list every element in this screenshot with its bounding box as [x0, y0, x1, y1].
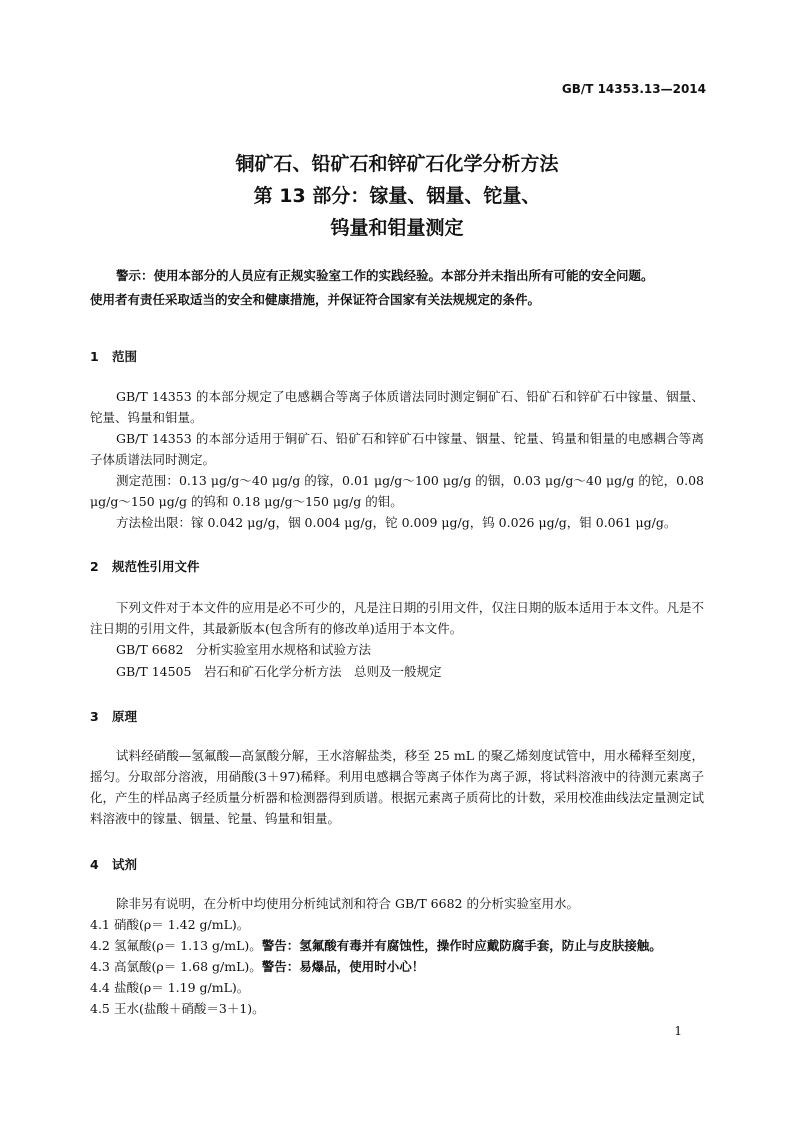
- item-number: 4.2: [90, 938, 110, 953]
- section-3-body: [90, 745, 704, 829]
- warning-line-1: 警示：使用本部分的人员应有正规实验室工作的实践经验。本部分并未指出所有可能的安全问题。: [116, 268, 654, 283]
- item-text: 王水(盐酸＋硝酸＝3＋1)。: [114, 1001, 265, 1016]
- section-3-heading: [90, 707, 137, 725]
- section-2-body: [90, 597, 704, 639]
- reagent-item: [90, 998, 265, 1019]
- reagent-item: [90, 956, 424, 977]
- section-number: 2: [90, 559, 99, 574]
- section-title: 试剂: [112, 857, 138, 872]
- standard-code: GB/T 14353.13—2014: [561, 82, 706, 96]
- reagent-item: [90, 914, 249, 935]
- reagent-item: [90, 977, 249, 998]
- item-number: 4.1: [90, 917, 110, 932]
- reference-item: GB/T 6682 分析实验室用水规格和试验方法: [116, 642, 372, 657]
- section-number: 4: [90, 857, 99, 872]
- section-4-heading: [90, 855, 137, 873]
- item-number: 4.3: [90, 959, 110, 974]
- paragraph: GB/T 14353 的本部分规定了电感耦合等离子体质谱法同时测定铜矿石、铅矿石和锌矿石中镓量、铟量、铊量、钨量和钼量。: [90, 389, 704, 425]
- section-title: 范围: [112, 349, 138, 364]
- item-text: 硝酸(ρ＝ 1.42 g/mL)。: [114, 917, 250, 932]
- item-warning: 警告：易爆品，使用时小心！: [261, 959, 425, 974]
- section-4-body: [90, 893, 704, 914]
- paragraph: 方法检出限：镓 0.042 μg/g，铟 0.004 μg/g，铊 0.009 μg/g，钨 0.026 μg/g，钼 0.061 μg/g。: [116, 515, 677, 530]
- title-line-1: 铜矿石、铅矿石和锌矿石化学分析方法: [235, 153, 559, 175]
- section-1-body: [90, 386, 704, 533]
- title-line-2: 第 13 部分：镓量、铟量、铊量、: [253, 185, 541, 207]
- section-1-heading: [90, 347, 137, 365]
- title-line-3: 钨量和钼量测定: [330, 217, 464, 239]
- page-number: 1: [674, 1024, 682, 1038]
- paragraph: 测定范围：0.13 μg/g～40 μg/g 的镓，0.01 μg/g～100 μg/g 的铟，0.03 μg/g～40 μg/g 的铊，0.08 μg/g～150 μg/g 的钨和 0.18 μg/g～150 μg/g 的钼。: [90, 473, 704, 509]
- paragraph: 试料经硝酸—氢氟酸—高氯酸分解，王水溶解盐类，移至 25 mL 的聚乙烯刻度试管中，用水稀释至刻度，摇匀。分取部分溶液，用硝酸(3＋97)稀释。利用电感耦合等离子体作为离子源，将试料溶液中的待测元素离子化，产生的样品离子经质量分析器和检测器得到质谱。根据元素离子质荷比的计数，采用校准曲线法定量测定试料溶液中的镓量、铟量、铊量、钨量和钼量。: [90, 748, 704, 826]
- reference-item: GB/T 14505 岩石和矿石化学分析方法 总则及一般规定: [116, 664, 442, 679]
- item-number: 4.4: [90, 980, 110, 995]
- paragraph: GB/T 14353 的本部分适用于铜矿石、铅矿石和锌矿石中镓量、铟量、铊量、钨量和钼量的电感耦合等离子体质谱法同时测定。: [90, 431, 704, 467]
- item-number: 4.5: [90, 1001, 110, 1016]
- warning-line-2: 使用者有责任采取适当的安全和健康措施，并保证符合国家有关法规规定的条件。: [90, 292, 541, 307]
- safety-warning: [90, 264, 704, 312]
- paragraph: 下列文件对于本文件的应用是必不可少的，凡是注日期的引用文件，仅注日期的版本适用于本文件。凡是不注日期的引用文件，其最新版本(包含所有的修改单)适用于本文件。: [90, 600, 704, 636]
- reagent-item: [90, 935, 662, 956]
- document-title: [0, 148, 794, 244]
- item-text: 高氯酸(ρ＝ 1.68 g/mL)。: [114, 959, 262, 974]
- section-title: 原理: [112, 709, 138, 724]
- item-text: 盐酸(ρ＝ 1.19 g/mL)。: [114, 980, 250, 995]
- section-number: 1: [90, 349, 99, 364]
- section-number: 3: [90, 709, 99, 724]
- item-text: 氢氟酸(ρ＝ 1.13 g/mL)。: [114, 938, 262, 953]
- section-title: 规范性引用文件: [112, 559, 200, 574]
- item-warning: 警告：氢氟酸有毒并有腐蚀性，操作时应戴防腐手套，防止与皮肤接触。: [261, 938, 662, 953]
- section-2-heading: [90, 557, 200, 575]
- paragraph: 除非另有说明，在分析中均使用分析纯试剂和符合 GB/T 6682 的分析实验室用水。: [116, 896, 579, 911]
